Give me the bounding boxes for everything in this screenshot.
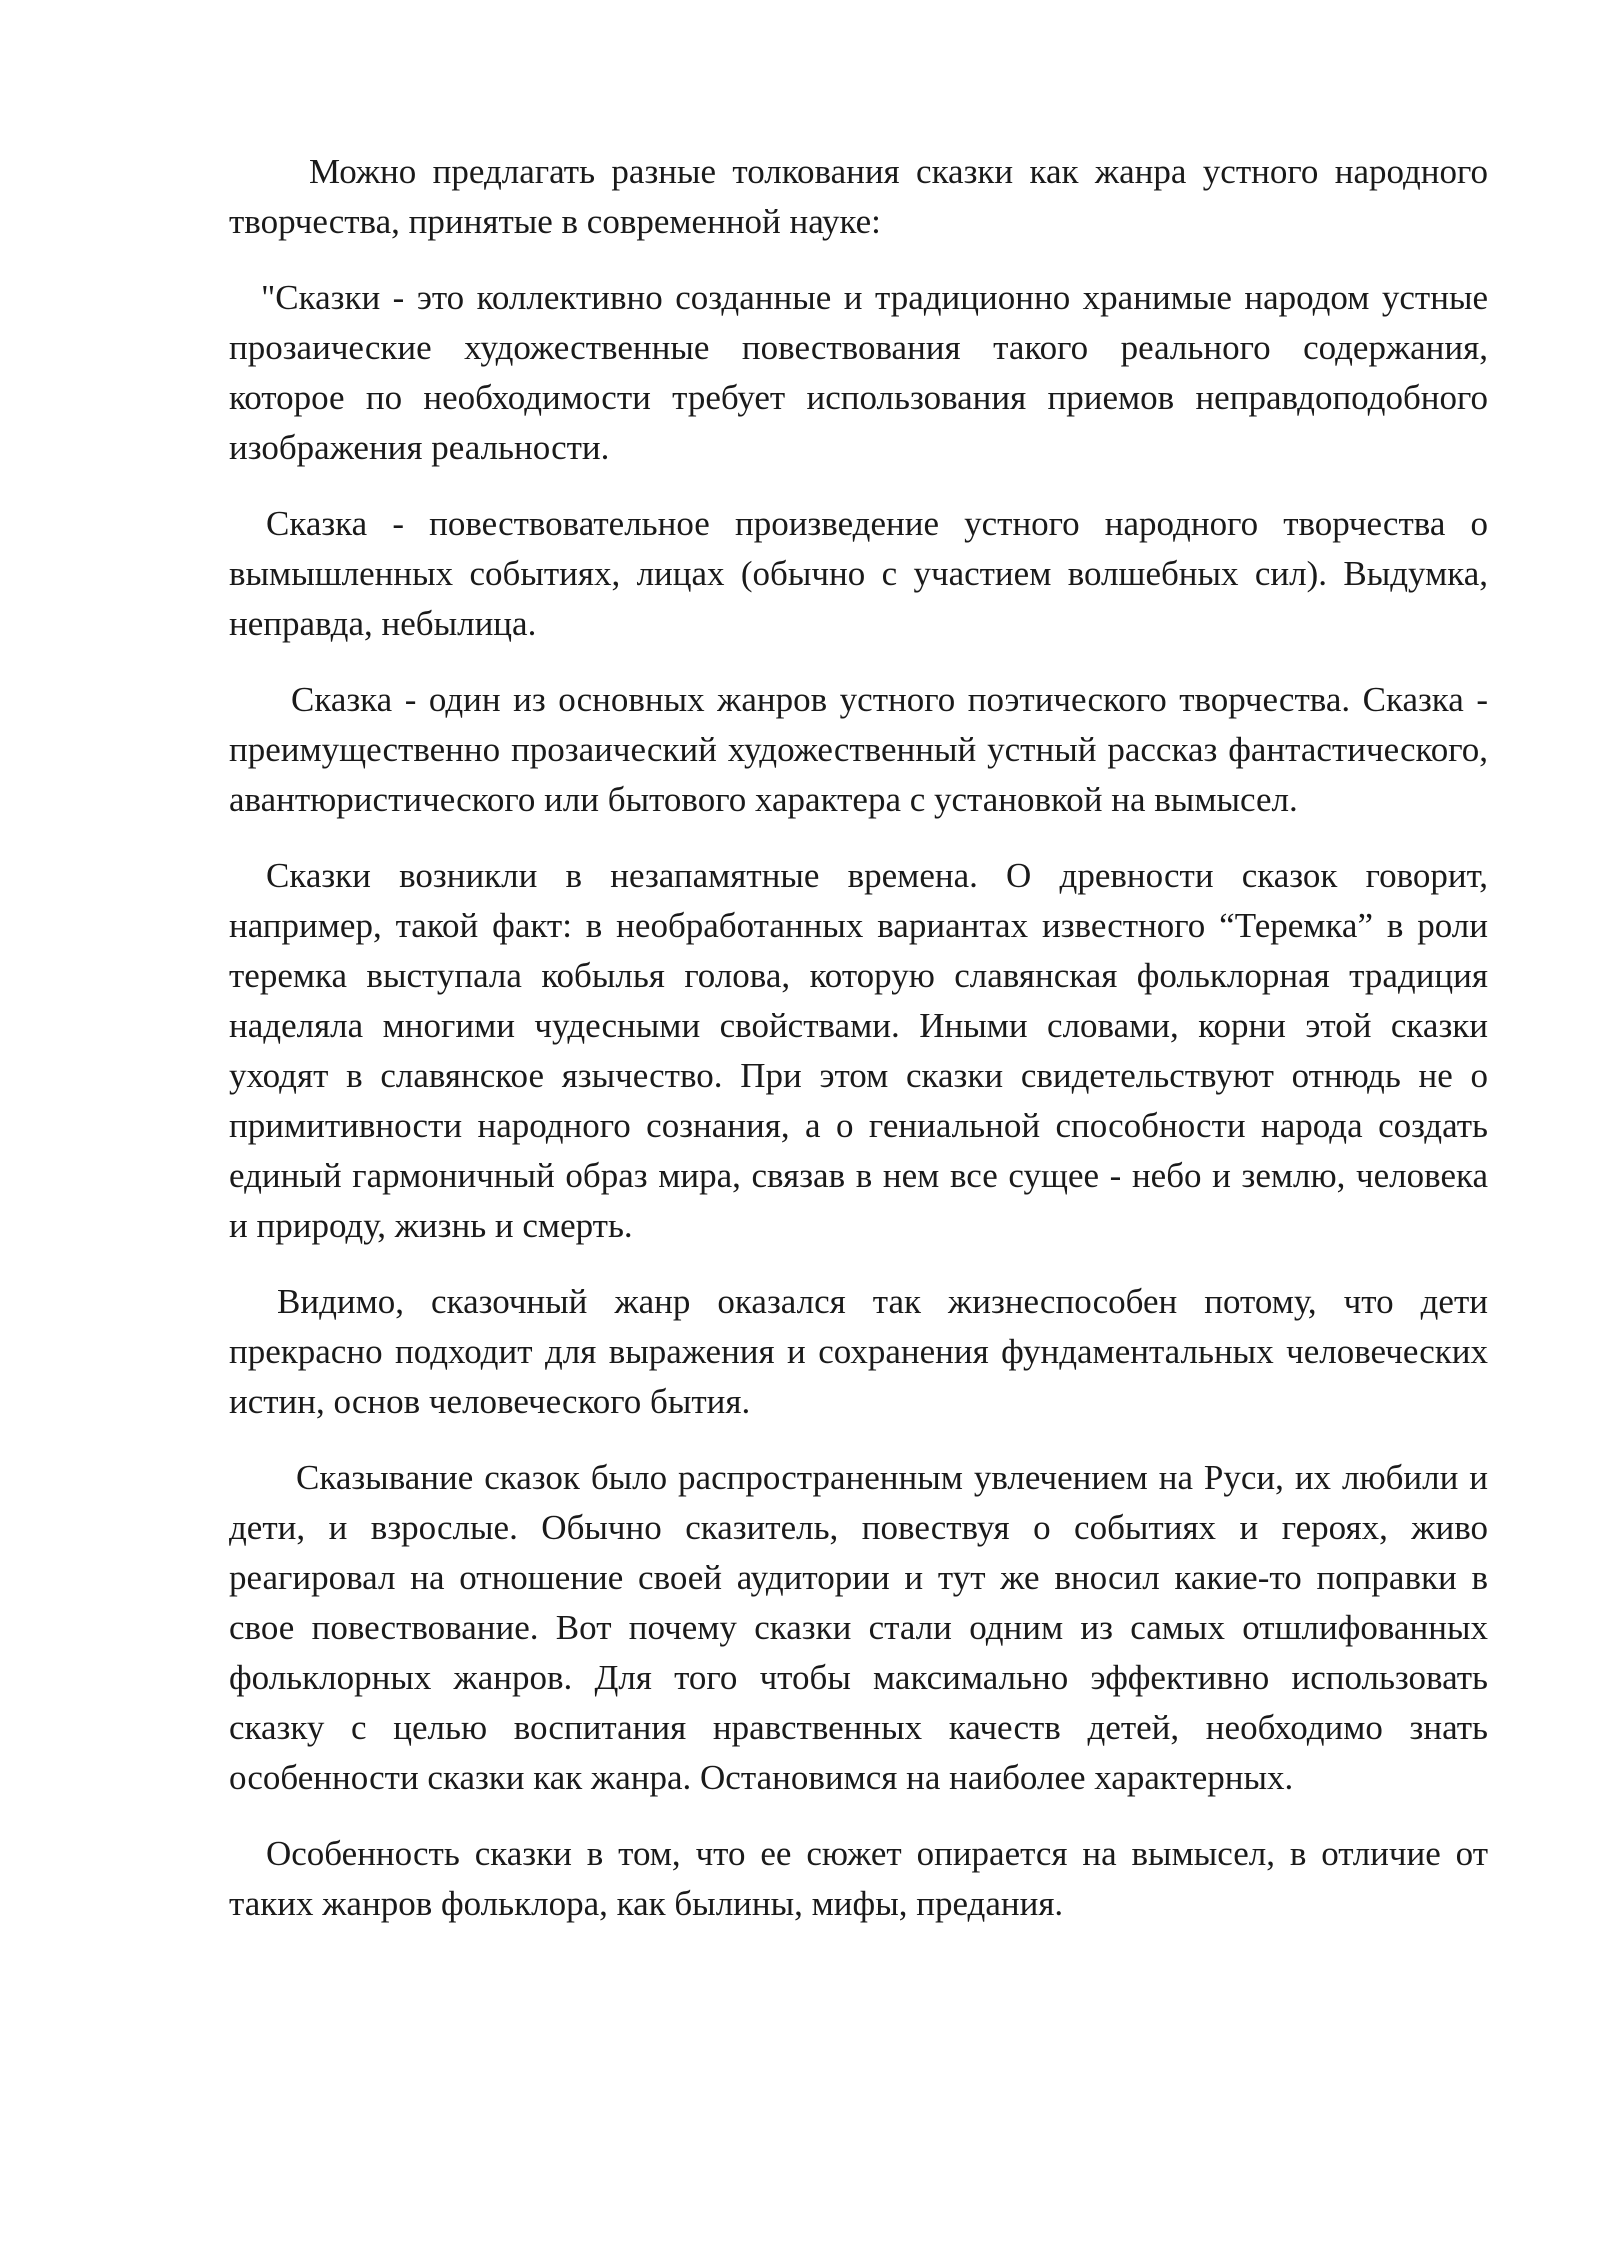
paragraph-2: "Сказки - это коллективно созданные и традиционно хранимые народом устные прозаические художественные повествования такого реального содержания, которое по необходимости требует использования приемов неправдоподобного изображения реальности.	[229, 278, 1488, 467]
paragraph-1: Можно предлагать разные толкования сказки как жанра устного народного творчества, принятые в современной науке:	[229, 152, 1488, 241]
paragraph-7: Сказывание сказок было распространенным увлечением на Руси, их любили и дети, и взрослые. Обычно сказитель, повествуя о событиях и героях, живо реагировал на отношение своей аудитории и тут же вносил какие-то поправки в свое повествование. Вот почему сказки стали одним из самых отшлифованных фольклорных жанров. Для того чтобы максимально эффективно использовать сказку с целью воспитания нравственных качеств детей, необходимо знать особенности сказки как жанра. Остановимся на наиболее характерных.	[229, 1458, 1488, 1797]
paragraph-5: Сказки возникли в незапамятные времена. О древности сказок говорит, например, такой факт: в необработанных вариантах известного “Теремка” в роли теремка выступала кобылья голова, которую славянская фольклорная традиция наделяла многими чудесными свойствами. Иными словами, корни этой сказки уходят в славянское язычество. При этом сказки свидетельствуют отнюдь не о примитивности народного сознания, а о гениальной способности народа создать единый гармоничный образ мира, связав в нем все сущее - небо и землю, человека и природу, жизнь и смерть.	[229, 856, 1488, 1245]
document-body	[229, 147, 1488, 1955]
paragraph-8: Особенность сказки в том, что ее сюжет опирается на вымысел, в отличие от таких жанров фольклора, как былины, мифы, предания.	[229, 1834, 1488, 1923]
paragraph-6: Видимо, сказочный жанр оказался так жизнеспособен потому, что дети прекрасно подходит для выражения и сохранения фундаментальных человеческих истин, основ человеческого бытия.	[229, 1282, 1488, 1421]
paragraph-3: Сказка - повествовательное произведение устного народного творчества о вымышленных событиях, лицах (обычно с участием волшебных сил). Выдумка, неправда, небылица.	[229, 504, 1488, 643]
paragraph-4: Сказка - один из основных жанров устного поэтического творчества. Сказка - преимущественно прозаический художественный устный рассказ фантастического, авантюристического или бытового характера с установкой на вымысел.	[229, 680, 1488, 819]
